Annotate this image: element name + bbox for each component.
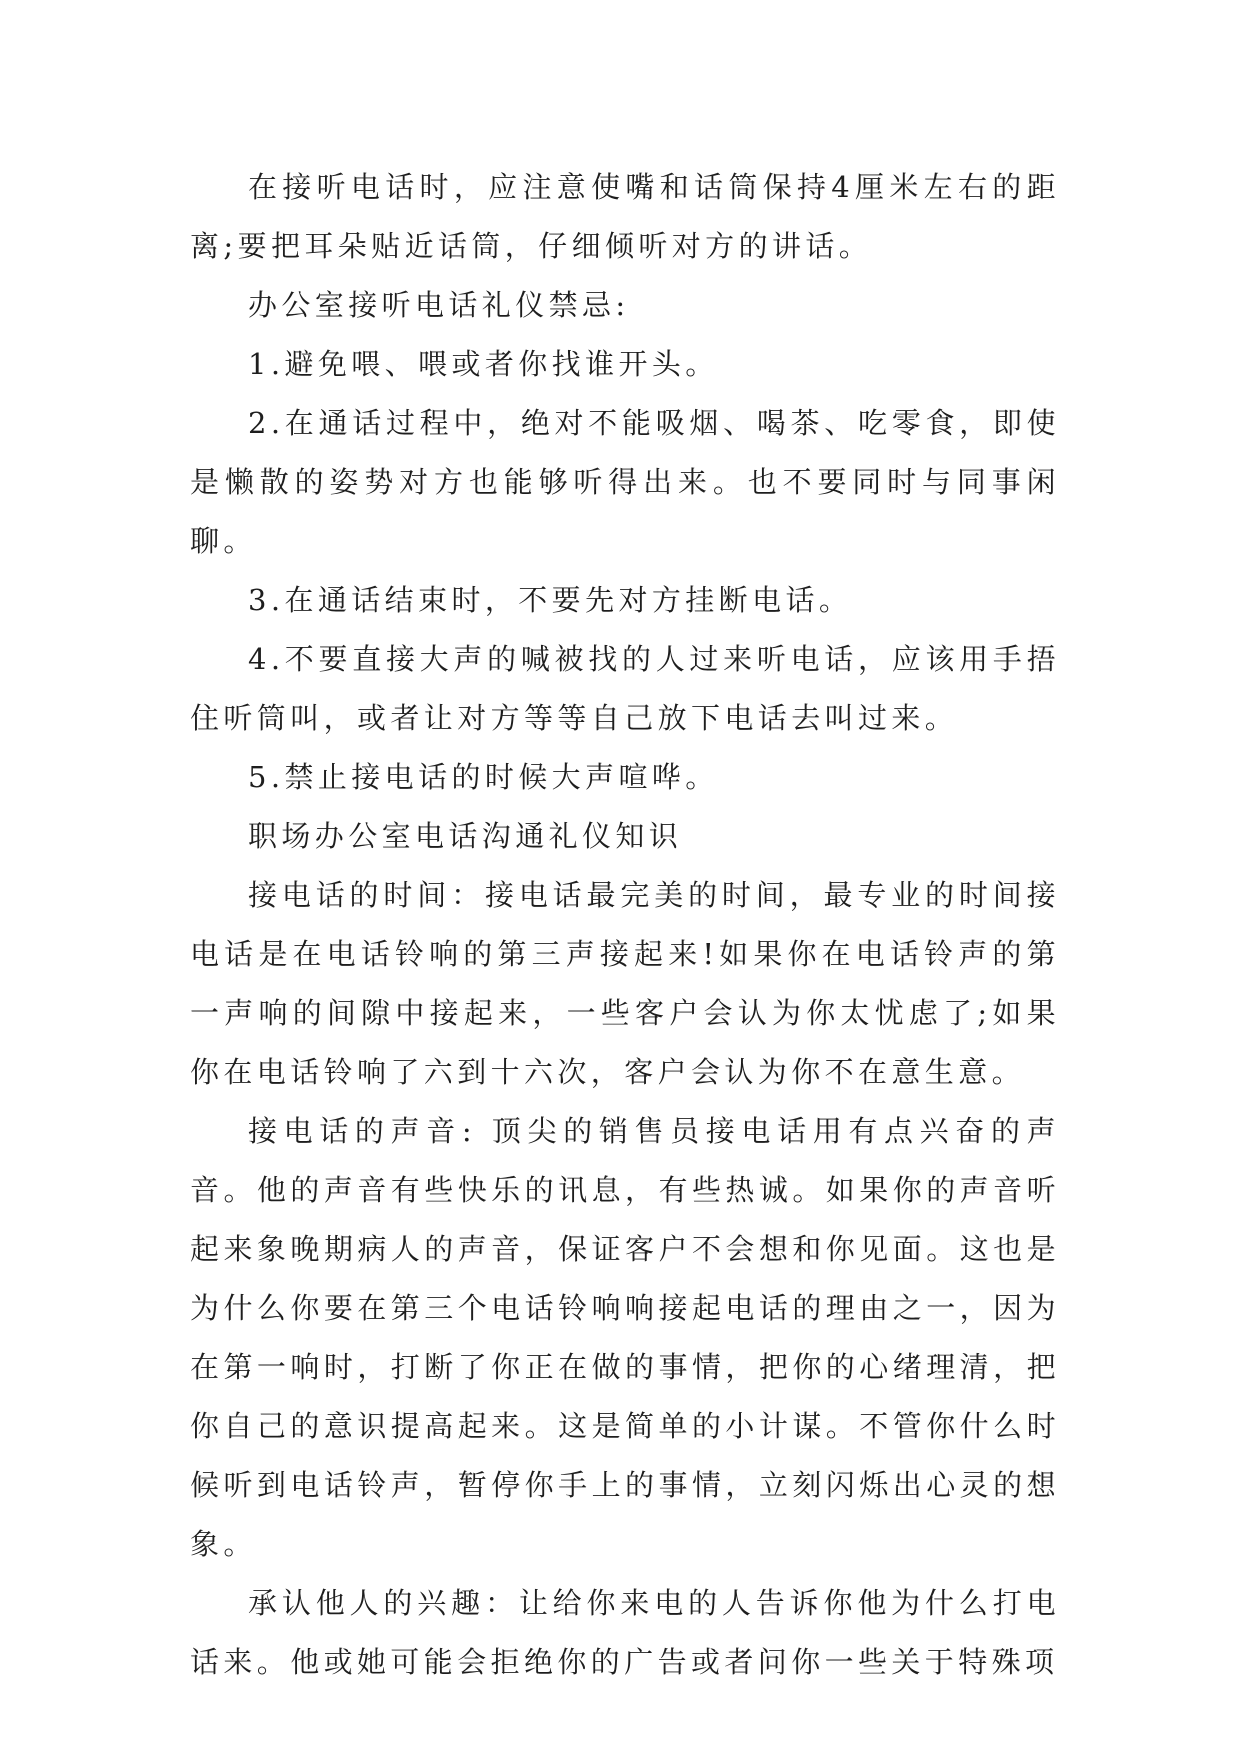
taboo-item-2: 2.在通话过程中，绝对不能吸烟、喝茶、吃零食，即使是懒散的姿势对方也能够听得出来。也不要同时与同事闲聊。 (190, 406, 1060, 558)
paragraph-phone-distance: 在接听电话时，应注意使嘴和话筒保持4厘米左右的距离;要把耳朵贴近话筒，仔细倾听对方的讲话。 (190, 170, 1060, 263)
heading-phone-etiquette-knowledge: 职场办公室电话沟通礼仪知识 (248, 819, 683, 853)
taboo-item-1: 1.避免喂、喂或者你找谁开头。 (248, 347, 719, 381)
taboo-item-5: 5.禁止接电话的时候大声喧哗。 (248, 760, 719, 794)
taboo-item-3: 3.在通话结束时，不要先对方挂断电话。 (248, 583, 853, 617)
document-body (190, 158, 1060, 1692)
taboo-item-4: 4.不要直接大声的喊被找的人过来听电话，应该用手捂住听筒叫，或者让对方等等自己放下电话去叫过来。 (190, 642, 1060, 735)
paragraph-acknowledge-interest: 承认他人的兴趣：让给你来电的人告诉你他为什么打电话来。他或她可能会拒绝你的广告或者问你一些关于特殊项 (190, 1586, 1060, 1679)
heading-phone-taboos: 办公室接听电话礼仪禁忌: (248, 288, 630, 322)
paragraph-answer-time: 接电话的时间：接电话最完美的时间，最专业的时间接电话是在电话铃响的第三声接起来!如果你在电话铃声的第一声响的间隙中接起来，一些客户会认为你太忧虑了;如果你在电话铃响了六到十六次，客户会认为你不在意生意。 (190, 878, 1060, 1089)
paragraph-answer-voice: 接电话的声音: 顶尖的销售员接电话用有点兴奋的声音。他的声音有些快乐的讯息，有些热诚。如果你的声音听起来象晚期病人的声音，保证客户不会想和你见面。这也是为什么你要在第三个电话铃响响接起电话的理由之一，因为在第一响时，打断了你正在做的事情，把你的心绪理清，把你自己的意识提高起来。这是简单的小计谋。不管你什么时候听到电话铃声，暂停你手上的事情，立刻闪烁出心灵的想象。 (190, 1114, 1060, 1561)
